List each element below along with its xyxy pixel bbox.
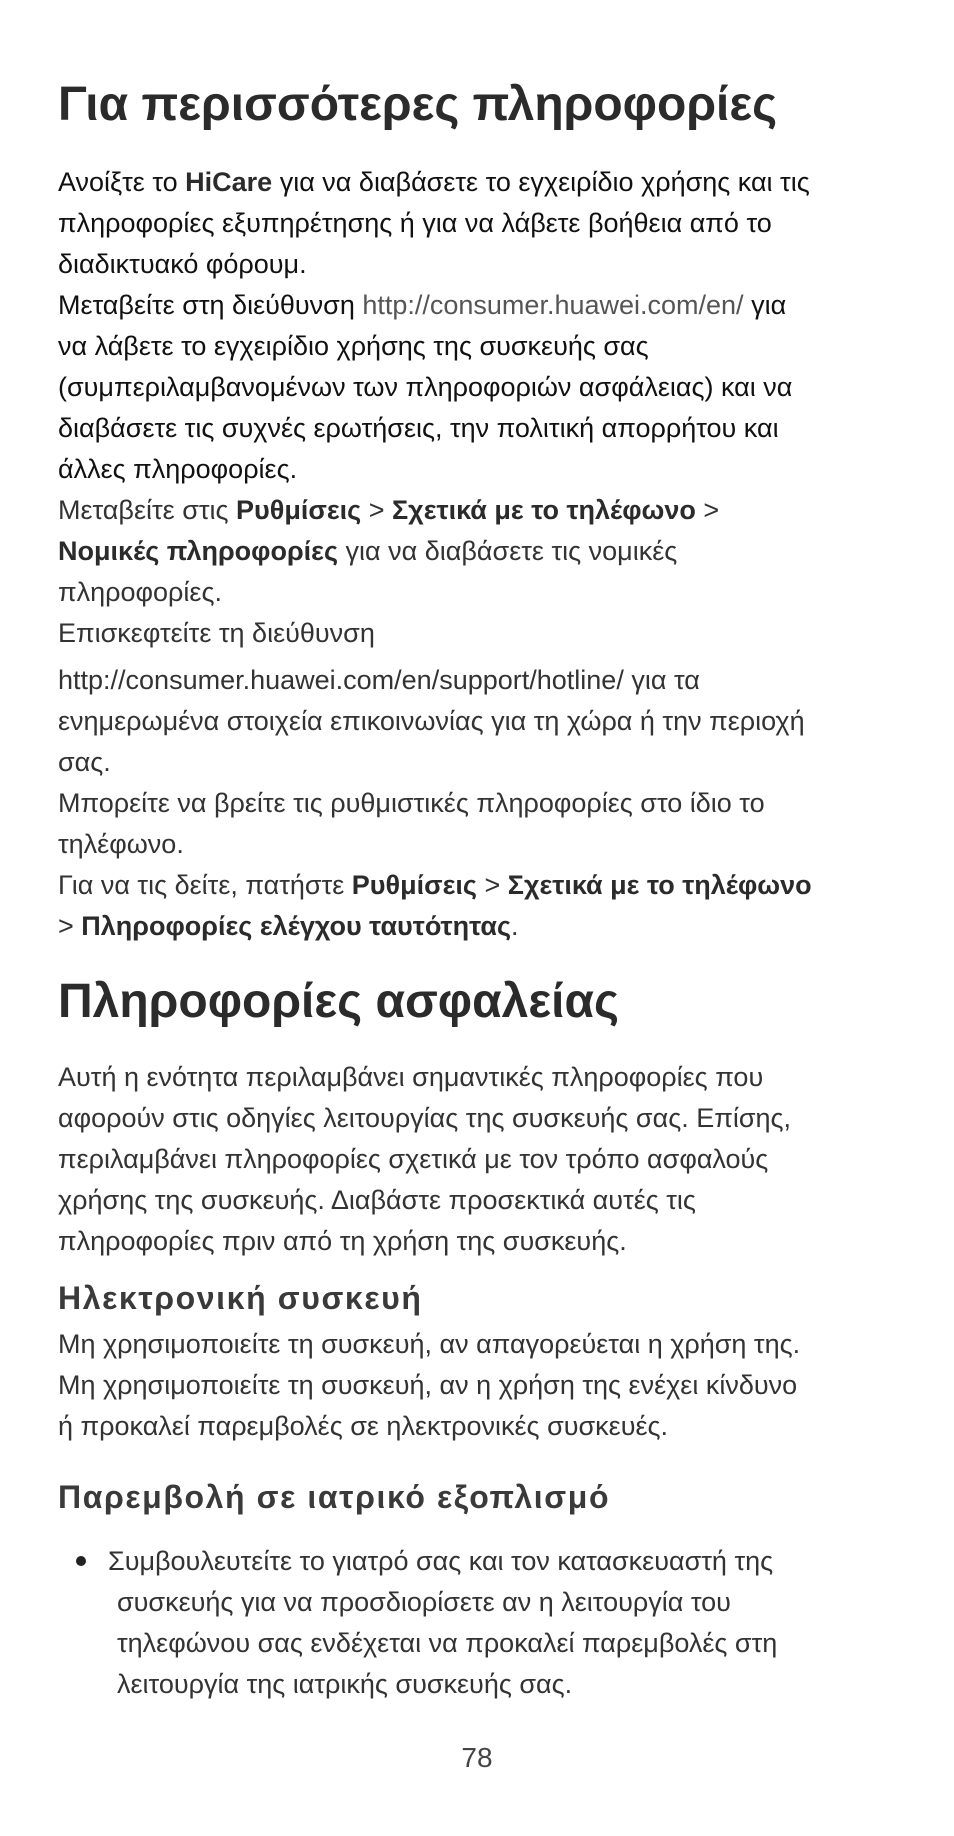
settings-bold: Ρυθμίσεις <box>351 870 477 900</box>
text-span: Αυτή η ενότητα περιλαμβάνει σημαντικές πληροφορίες που <box>58 1062 764 1092</box>
hotline-url-link[interactable]: http://consumer.huawei.com/en/support/hotline/ <box>58 665 624 695</box>
text-span: για να διαβάσετε το εγχειρίδιο χρήσης και τις <box>272 167 810 197</box>
text-span: Μεταβείτε στη διεύθυνση <box>58 290 363 320</box>
text-span: διαδικτυακό φόρουμ. <box>58 249 307 279</box>
settings-bold: Ρυθμίσεις <box>236 495 362 525</box>
document-page <box>58 70 858 1705</box>
text-span: Μη χρησιμοποιείτε τη συσκευή, αν απαγορεύεται η χρήση της. <box>58 1329 801 1359</box>
section-title-safety: Πληροφορίες ασφαλείας <box>58 975 619 1028</box>
paragraph-regulatory <box>58 783 858 865</box>
text-span: να λάβετε το εγχειρίδιο χρήσης της συσκευής σας <box>58 331 649 361</box>
list-item <box>58 1541 858 1705</box>
paragraph-safety-intro <box>58 1057 858 1262</box>
text-span: περιλαμβάνει πληροφορίες σχετικά με τον τρόπο ασφαλούς <box>58 1144 769 1174</box>
text-span: συσκευής για να προσδιορίσετε αν η λειτουργία του <box>117 1587 731 1617</box>
text-span: αφορούν στις οδηγίες λειτουργίας της συσκευής σας. Επίσης, <box>58 1103 792 1133</box>
paragraph-electronic-device <box>58 1324 858 1447</box>
text-span: Μπορείτε να βρείτε τις ρυθμιστικές πληροφορίες στο ίδιο το <box>58 788 765 818</box>
text-span: Μεταβείτε στις <box>58 495 237 525</box>
text-span: Μη χρησιμοποιείτε τη συσκευή, αν η χρήση της ενέχει κίνδυνο <box>58 1370 798 1400</box>
separator: > <box>695 495 720 525</box>
text-span: Συμβουλευτείτε το γιατρό σας και τον κατασκευαστή της <box>108 1546 774 1576</box>
separator: > <box>476 870 508 900</box>
paragraph-website <box>58 285 858 490</box>
authentication-info-bold: Πληροφορίες ελέγχου ταυτότητας <box>81 911 512 941</box>
text-span: ενημερωμένα στοιχεία επικοινωνίας για τη χώρα ή την περιοχή <box>58 706 805 736</box>
bullet-icon <box>76 1556 86 1566</box>
subsection-title-medical-interference: Παρεμβολή σε ιατρικό εξοπλισμό <box>58 1479 611 1515</box>
text-span: πληροφορίες. <box>58 577 222 607</box>
paragraph-hotline <box>58 613 858 783</box>
text-span: Για να τις δείτε, πατήστε <box>58 870 352 900</box>
consumer-url-link[interactable]: http://consumer.huawei.com/en/ <box>362 290 744 320</box>
text-span: λειτουργία της ιατρικής συσκευής σας. <box>117 1669 573 1699</box>
about-phone-bold: Σχετικά με το τηλέφωνο <box>391 495 696 525</box>
text-span: τηλέφωνο. <box>58 829 184 859</box>
about-phone-bold: Σχετικά με το τηλέφωνο <box>507 870 812 900</box>
subsection-title-electronic-device: Ηλεκτρονική συσκευή <box>58 1280 423 1316</box>
text-span: πληροφορίες εξυπηρέτησης ή για να λάβετε βοήθεια από το <box>58 208 772 238</box>
paragraph-legal-info <box>58 490 858 613</box>
text-span: τηλεφώνου σας ενδέχεται να προκαλεί παρεμβολές στη <box>117 1628 778 1658</box>
text-span: χρήσης της συσκευής. Διαβάστε προσεκτικά αυτές τις <box>58 1185 696 1215</box>
text-span: (συμπεριλαμβανομένων των πληροφοριών ασφάλειας) και να <box>58 372 793 402</box>
text-span: για τα <box>623 665 700 695</box>
page-number: 78 <box>461 1742 493 1773</box>
separator: > <box>361 495 392 525</box>
text-span: ή προκαλεί παρεμβολές σε ηλεκτρονικές συσκευές. <box>58 1411 669 1441</box>
separator: > <box>58 911 82 941</box>
hicare-bold: HiCare <box>185 167 273 197</box>
text-span: άλλες πληροφορίες. <box>58 454 298 484</box>
text-span: για να διαβάσετε τις νομικές <box>338 536 678 566</box>
text-span: Ανοίξτε το <box>58 167 186 197</box>
text-span: Επισκεφτείτε τη διεύθυνση <box>58 618 375 648</box>
text-span: πληροφορίες πριν από τη χρήση της συσκευής. <box>58 1226 627 1256</box>
legal-info-bold: Νομικές πληροφορίες <box>58 536 339 566</box>
text-span: . <box>511 911 519 941</box>
text-span: σας. <box>58 747 111 777</box>
section-title-more-info: Για περισσότερες πληροφορίες <box>58 78 778 131</box>
paragraph-view-regulatory <box>58 865 858 947</box>
paragraph-hicare <box>58 162 858 285</box>
text-span: διαβάσετε τις συχνές ερωτήσεις, την πολιτική απορρήτου και <box>58 413 779 443</box>
text-span: για <box>743 290 787 320</box>
